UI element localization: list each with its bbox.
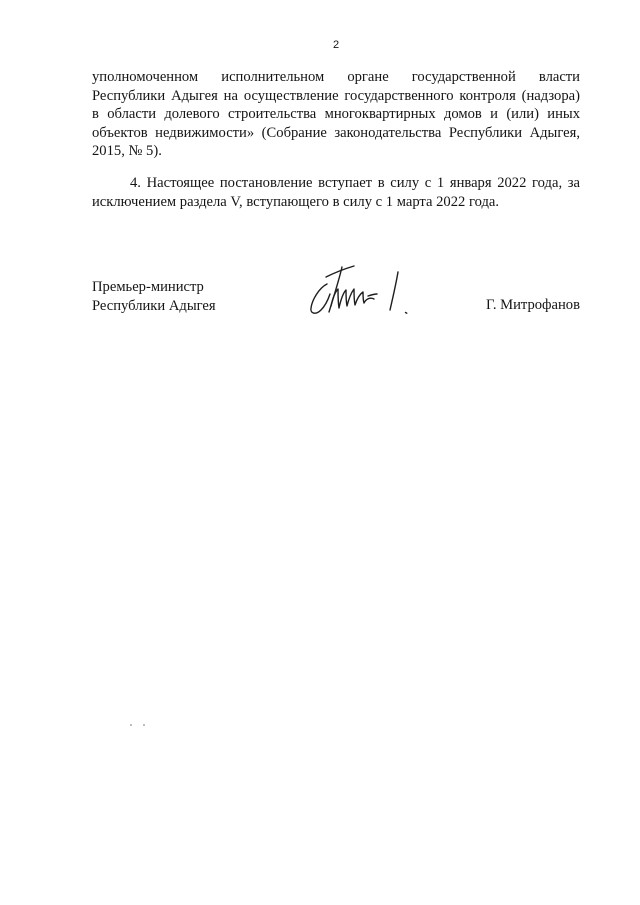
body-text-line: исключением раздела V, вступающего в силу с 1 марта 2022 года. xyxy=(92,193,499,210)
signature-stroke xyxy=(331,289,374,308)
body-text-line: уполномоченном исполнительном органе государственной власти xyxy=(92,69,580,85)
signature xyxy=(305,262,417,322)
continuation-paragraph xyxy=(92,68,580,161)
body-text-line: в области долевого строительства многоквартирных домов и (или) иных xyxy=(92,106,580,123)
signatory-title-line: Премьер-министр xyxy=(92,279,204,295)
signatory-title xyxy=(92,278,292,315)
scan-speck xyxy=(130,724,132,726)
clause-4-paragraph xyxy=(92,174,580,211)
signatory-title-line: Республики Адыгея xyxy=(92,297,216,314)
body-text-line: объектов недвижимости» (Собрание законодательства Республики Адыгея, xyxy=(92,124,580,141)
signature-stroke xyxy=(311,284,330,313)
signatory-name-block xyxy=(430,296,580,315)
scan-speck xyxy=(143,724,145,726)
signature-stroke xyxy=(368,294,377,296)
body-text-line: 4. Настоящее постановление вступает в силу с 1 января 2022 года, за xyxy=(130,175,580,191)
body-text-line: 2015, № 5). xyxy=(92,143,162,160)
signatory-name: Г. Митрофанов xyxy=(486,297,580,313)
signature-stroke xyxy=(406,313,407,314)
signature-stroke xyxy=(390,272,398,310)
body-text-line: Республики Адыгея на осуществление государственного контроля (надзора) xyxy=(92,87,580,104)
page-number: 2 xyxy=(332,39,340,51)
